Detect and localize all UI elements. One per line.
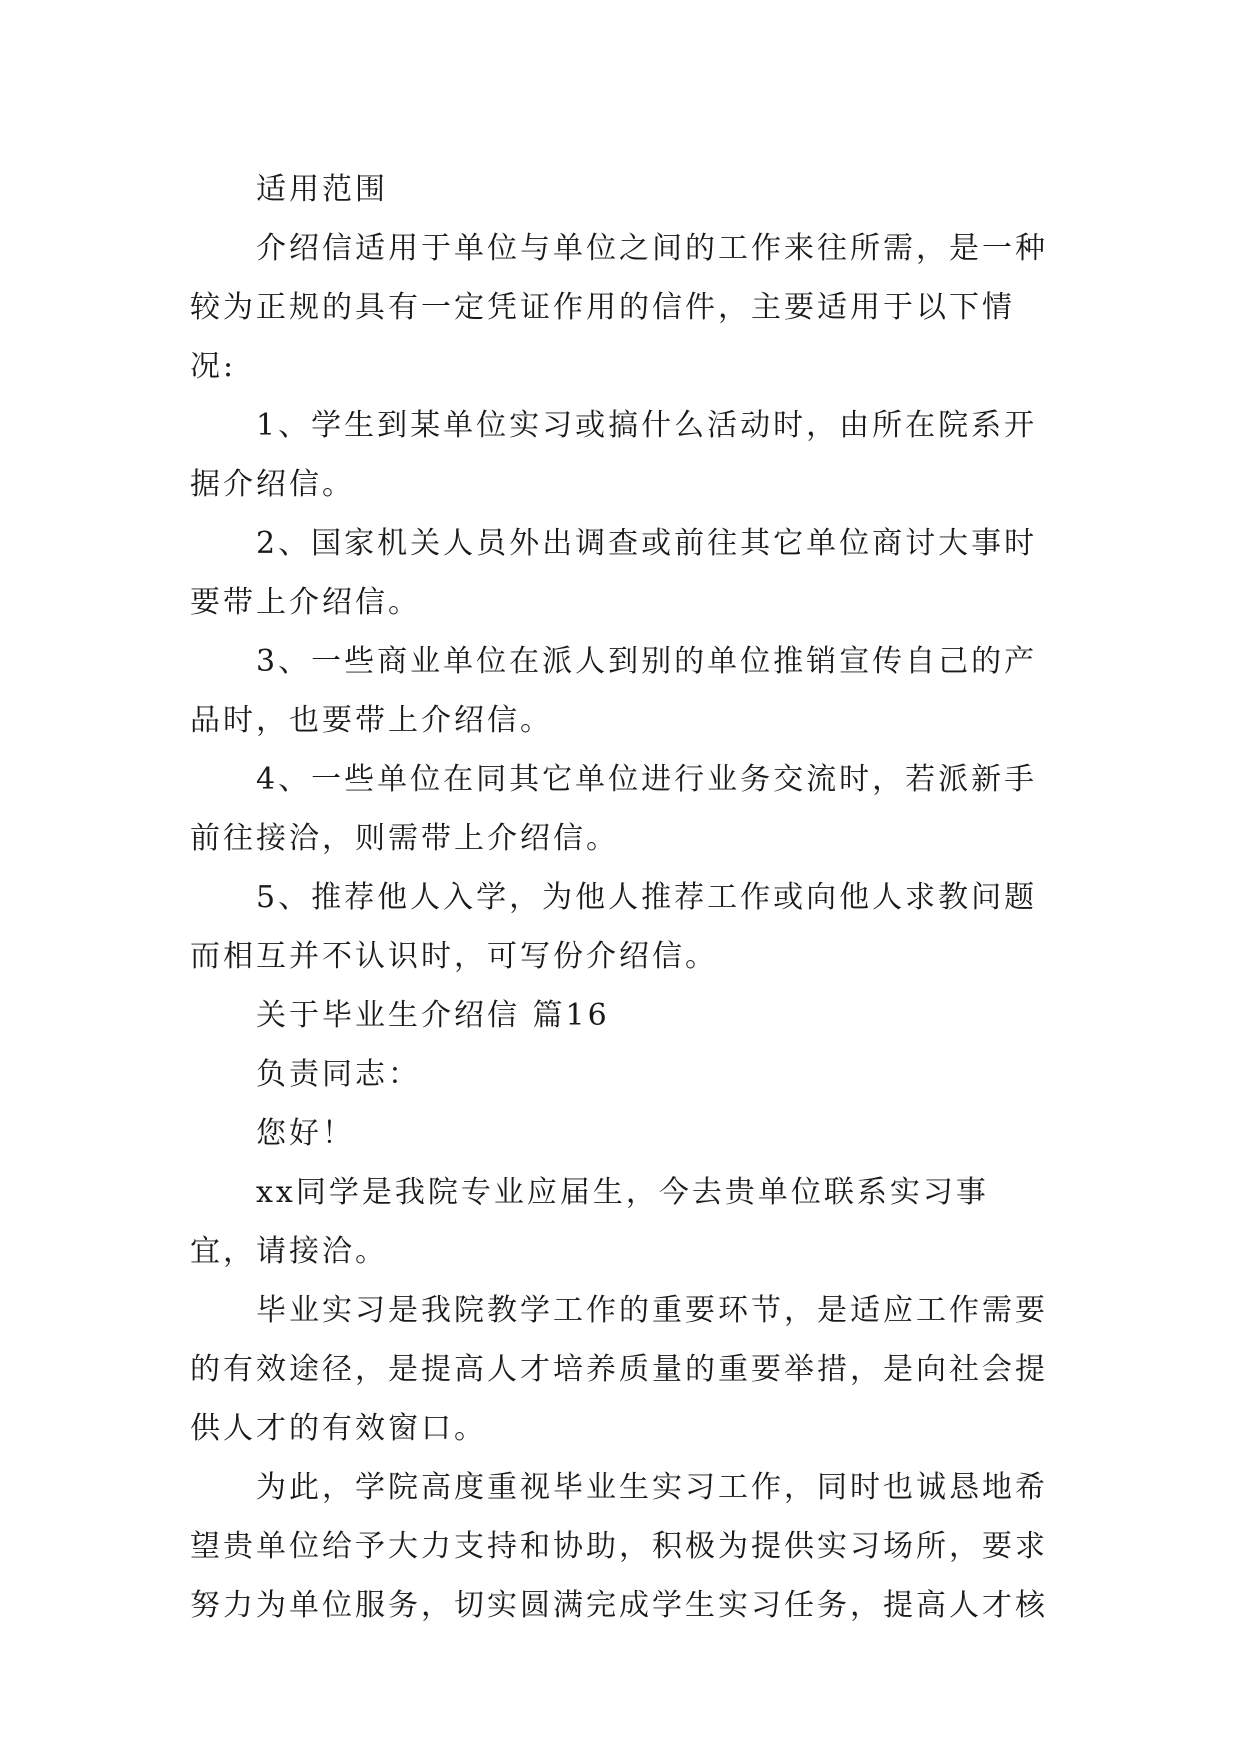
list-item-1: 1、学生到某单位实习或搞什么活动时，由所在院系开据介绍信。 — [190, 408, 1038, 502]
paragraph-intro: 介绍信适用于单位与单位之间的工作来往所需，是一种较为正规的具有一定凭证作用的信件，主要适用于以下情况: — [190, 231, 1048, 384]
list-item-3: 3、一些商业单位在派人到别的单位推销宣传自己的产品时，也要带上介绍信。 — [190, 644, 1038, 738]
greeting: 您好！ — [256, 1116, 355, 1151]
paragraph-request-support: 为此，学院高度重视毕业生实习工作，同时也诚恳地希望贵单位给予大力支持和协助，积极为提供实习场所，要求努力为单位服务，切实圆满完成学生实习任务，提高人才核 — [190, 1470, 1048, 1623]
list-item-5: 5、推荐他人入学，为他人推荐工作或向他人求教问题而相互并不认识时，可写份介绍信。 — [190, 880, 1038, 974]
section-heading-scope: 适用范围 — [256, 172, 388, 207]
document-body — [190, 160, 1050, 1635]
list-item-2: 2、国家机关人员外出调查或前往其它单位商讨大事时要带上介绍信。 — [190, 526, 1038, 620]
list-item-4: 4、一些单位在同其它单位进行业务交流时，若派新手前往接洽，则需带上介绍信。 — [190, 762, 1038, 856]
salutation: 负责同志： — [256, 1057, 421, 1092]
paragraph-student-intro: xx同学是我院专业应届生，今去贵单位联系实习事宜，请接洽。 — [190, 1175, 989, 1269]
section-heading-letter-16: 关于毕业生介绍信 篇16 — [256, 998, 610, 1033]
paragraph-internship-importance: 毕业实习是我院教学工作的重要环节，是适应工作需要的有效途径，是提高人才培养质量的重要举措，是向社会提供人才的有效窗口。 — [190, 1293, 1048, 1446]
